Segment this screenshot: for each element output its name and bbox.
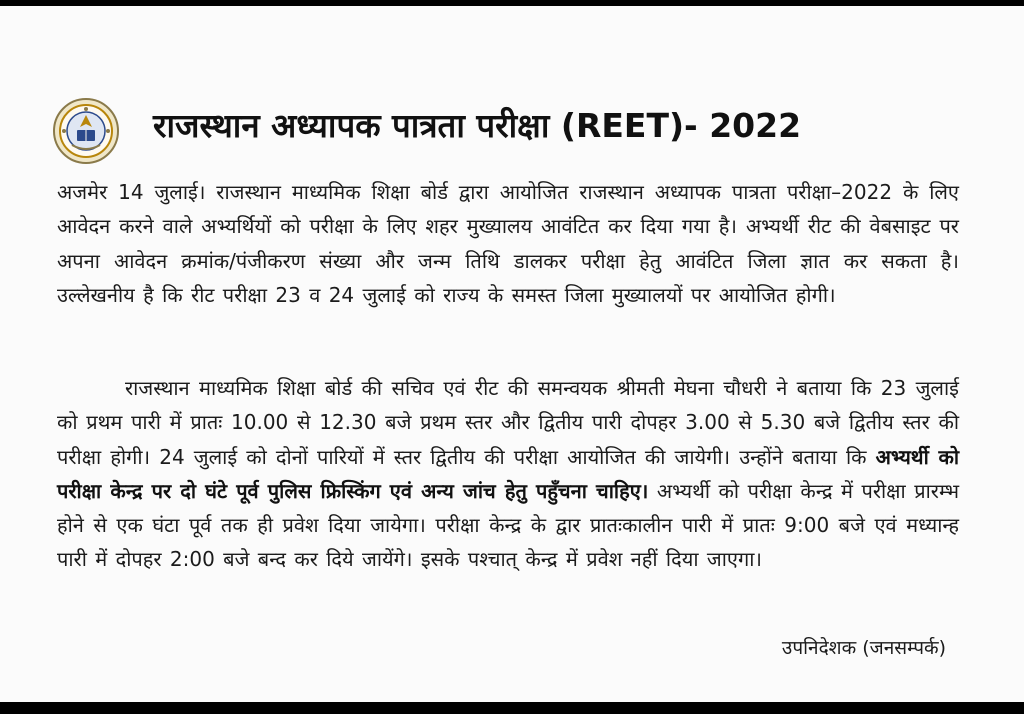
press-release-page	[0, 6, 1024, 702]
board-seal-icon	[52, 97, 120, 165]
bottom-border	[0, 702, 1024, 714]
paragraph-exam-city-allotment: अजमेर 14 जुलाई। राजस्थान माध्यमिक शिक्षा बोर्ड द्वारा आयोजित राजस्थान अध्यापक पात्रता परीक्षा–2022 के लिए आवेदन करने वाले अभ्यर्थियों को परीक्षा के लिए शहर मुख्यालय आवंटित कर दिया गया है। अभ्यर्थी रीट की वेबसाइट पर अपना आवेदन क्रमांक/पंजीकरण संख्या और जन्म तिथि डालकर परीक्षा हेतु आवंटित जिला ज्ञात कर सकता है। उल्लेखनीय है कि रीट परीक्षा 23 व 24 जुलाई को राज्य के समस्त जिला मुख्यालयों पर आयोजित होगी।	[57, 180, 959, 307]
signature-designation: उपनिदेशक (जनसम्पर्क)	[781, 637, 946, 659]
document-title: राजस्थान अध्यापक पात्रता परीक्षा (REET)- 2022	[153, 106, 802, 145]
paragraph-entry-rules-text: अभ्यर्थी को परीक्षा केन्द्र में परीक्षा प्रारम्भ होने से एक घंटा पूर्व तक ही प्रवेश दिया जायेगा। परीक्षा केन्द्र के द्वार प्रातःकालीन पारी में प्रातः 9:00 बजे एवं मध्यान्ह पारी में दोपहर 2:00 बजे बन्द कर दिये जायेंगे। इसके पश्चात् केन्द्र में प्रवेश नहीं दिया जाएगा।	[57, 478, 960, 572]
paragraph-bold-instruction: अभ्यर्थी को परीक्षा केन्द्र पर दो घंटे पूर्व पुलिस फ्रिस्किंग एवं अन्य जांच हेतु पहुँचना चाहिए।	[57, 444, 959, 503]
paragraph-exam-schedule	[57, 371, 959, 577]
paragraph-schedule-text: राजस्थान माध्यमिक शिक्षा बोर्ड की सचिव एवं रीट की समन्वयक श्रीमती मेघना चौधरी ने बताया कि 23 जुलाई को प्रथम पारी में प्रातः 10.00 से 12.30 बजे प्रथम स्तर और द्वितीय पारी दोपहर 3.00 से 5.30 बजे द्वितीय स्तर की परीक्षा होगी। 24 जुलाई को दोनों पारियों में स्तर द्वितीय की परीक्षा आयोजित की जायेगी। उन्होंने बताया कि	[57, 376, 959, 469]
